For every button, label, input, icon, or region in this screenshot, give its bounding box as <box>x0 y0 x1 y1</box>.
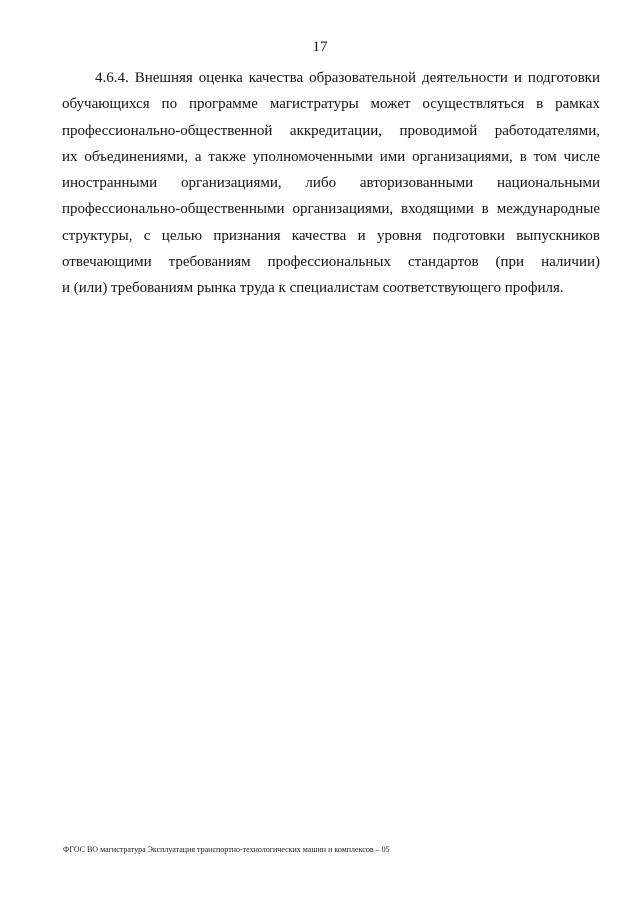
paragraph-line: и (или) требованиям рынка труда к специалистам соответствующего профиля. <box>62 280 564 297</box>
page-number: 17 <box>312 39 328 55</box>
paragraph-line: структуры, с целью признания качества и уровня подготовки выпускников <box>62 227 600 244</box>
paragraph-line: 4.6.4. Внешняя оценка качества образовательной деятельности и подготовки <box>95 70 600 86</box>
document-footer: ФГОС ВО магистратура Эксплуатация транспортно-технологических машин и комплексов – 05 <box>63 845 390 854</box>
paragraph-line: иностранными организациями, либо авторизованными национальными <box>62 175 600 192</box>
paragraph-line: обучающихся по программе магистратуры может осуществляться в рамках <box>62 96 600 113</box>
paragraph-line: отвечающими требованиям профессиональных стандартов (при наличии) <box>62 254 600 271</box>
paragraph-line: профессионально-общественной аккредитации, проводимой работодателями, <box>62 122 600 139</box>
paragraph-line: профессионально-общественными организациями, входящими в международные <box>62 201 600 218</box>
paragraph-4-6-4 <box>62 65 600 302</box>
paragraph-line: их объединениями, а также уполномоченными ими организациями, в том числе <box>62 148 600 165</box>
